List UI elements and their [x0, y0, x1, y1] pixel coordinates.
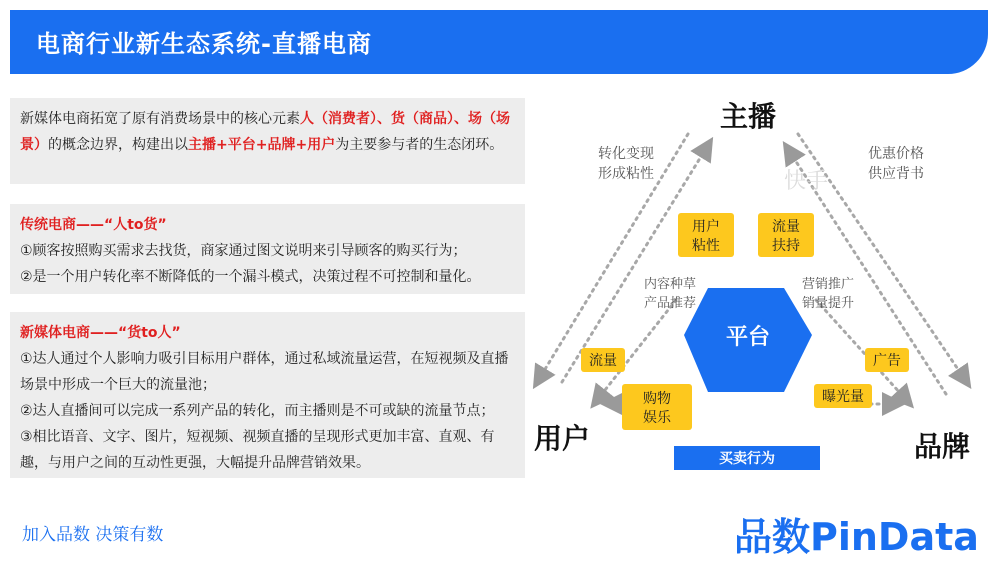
newmedia-line-3: ③相比语音、文字、图片，短视频、视频直播的呈现形式更加丰富、直观、有趣，与用户之间的互动性更强，大幅提升品牌营销效果。 [20, 429, 495, 471]
intro-part3: 的概念边界，构建出以 [48, 137, 188, 153]
tag-ad-label: 广告 [873, 353, 901, 369]
inner-right-1: 营销推广 [801, 277, 855, 292]
tag-shopping-1: 购物 [643, 391, 671, 407]
inner-left-2: 产品推荐 [643, 296, 697, 311]
tag-user-stickiness-2: 粘性 [692, 238, 720, 254]
traditional-line-1: ①顾客按照购买需求去找货，商家通过图文说明来引导顾客的购买行为； [20, 243, 467, 259]
page-title: 电商行业新生态系统-直播电商 [36, 30, 372, 58]
traditional-line-2: ②是一个用户转化率不断降低的一个漏斗模式，决策过程不可控制和量化。 [20, 269, 481, 285]
node-brand: 品牌 [913, 430, 971, 463]
left-note-2: 形成粘性 [598, 166, 654, 182]
newmedia-line-1: ①达人通过个人影响力吸引目标用户群体，通过私域流量运营，在短视频及直播场景中形成一个巨大的流量池； [20, 351, 509, 393]
intro-part5: 为主要参与者的生态闭环。 [335, 137, 504, 153]
right-note-1: 优惠价格 [868, 146, 924, 162]
tag-traffic-support-1: 流量 [772, 219, 800, 235]
tag-exposure-label: 曝光量 [822, 389, 864, 405]
pindata-logo: 品数PinData [734, 515, 979, 559]
newmedia-title: 新媒体电商——“货to人” [20, 325, 181, 341]
kuaishou-watermark: 快手 [783, 169, 829, 194]
tag-traffic-support-2: 扶持 [772, 238, 800, 254]
intro-core-elements: 人（消费者）、货（商品）、场（场景） [20, 111, 510, 153]
left-note-1: 转化变现 [598, 146, 654, 162]
inner-right-2: 销量提升 [801, 296, 855, 311]
intro-part1: 新媒体电商拓宽了原有消费场景中的核心元素 [20, 111, 300, 127]
node-anchor: 主播 [719, 100, 777, 133]
tag-shopping-2: 娱乐 [643, 410, 671, 426]
tag-user-stickiness-1: 用户 [692, 219, 720, 235]
tag-traffic-label: 流量 [589, 353, 617, 369]
right-note-2: 供应背书 [868, 166, 924, 182]
node-user: 用户 [533, 422, 591, 455]
node-platform: 平台 [725, 325, 771, 350]
inner-left-1: 内容种草 [643, 277, 697, 292]
footer-slogan: 加入品数 决策有数 [22, 525, 164, 545]
newmedia-line-2: ②达人直播间可以完成一系列产品的转化，而主播则是不可或缺的流量节点； [20, 403, 495, 419]
traditional-title: 传统电商——“人to货” [20, 217, 167, 233]
trade-behavior-label: 买卖行为 [719, 451, 775, 467]
intro-participants: 主播+平台+品牌+用户 [188, 137, 336, 153]
